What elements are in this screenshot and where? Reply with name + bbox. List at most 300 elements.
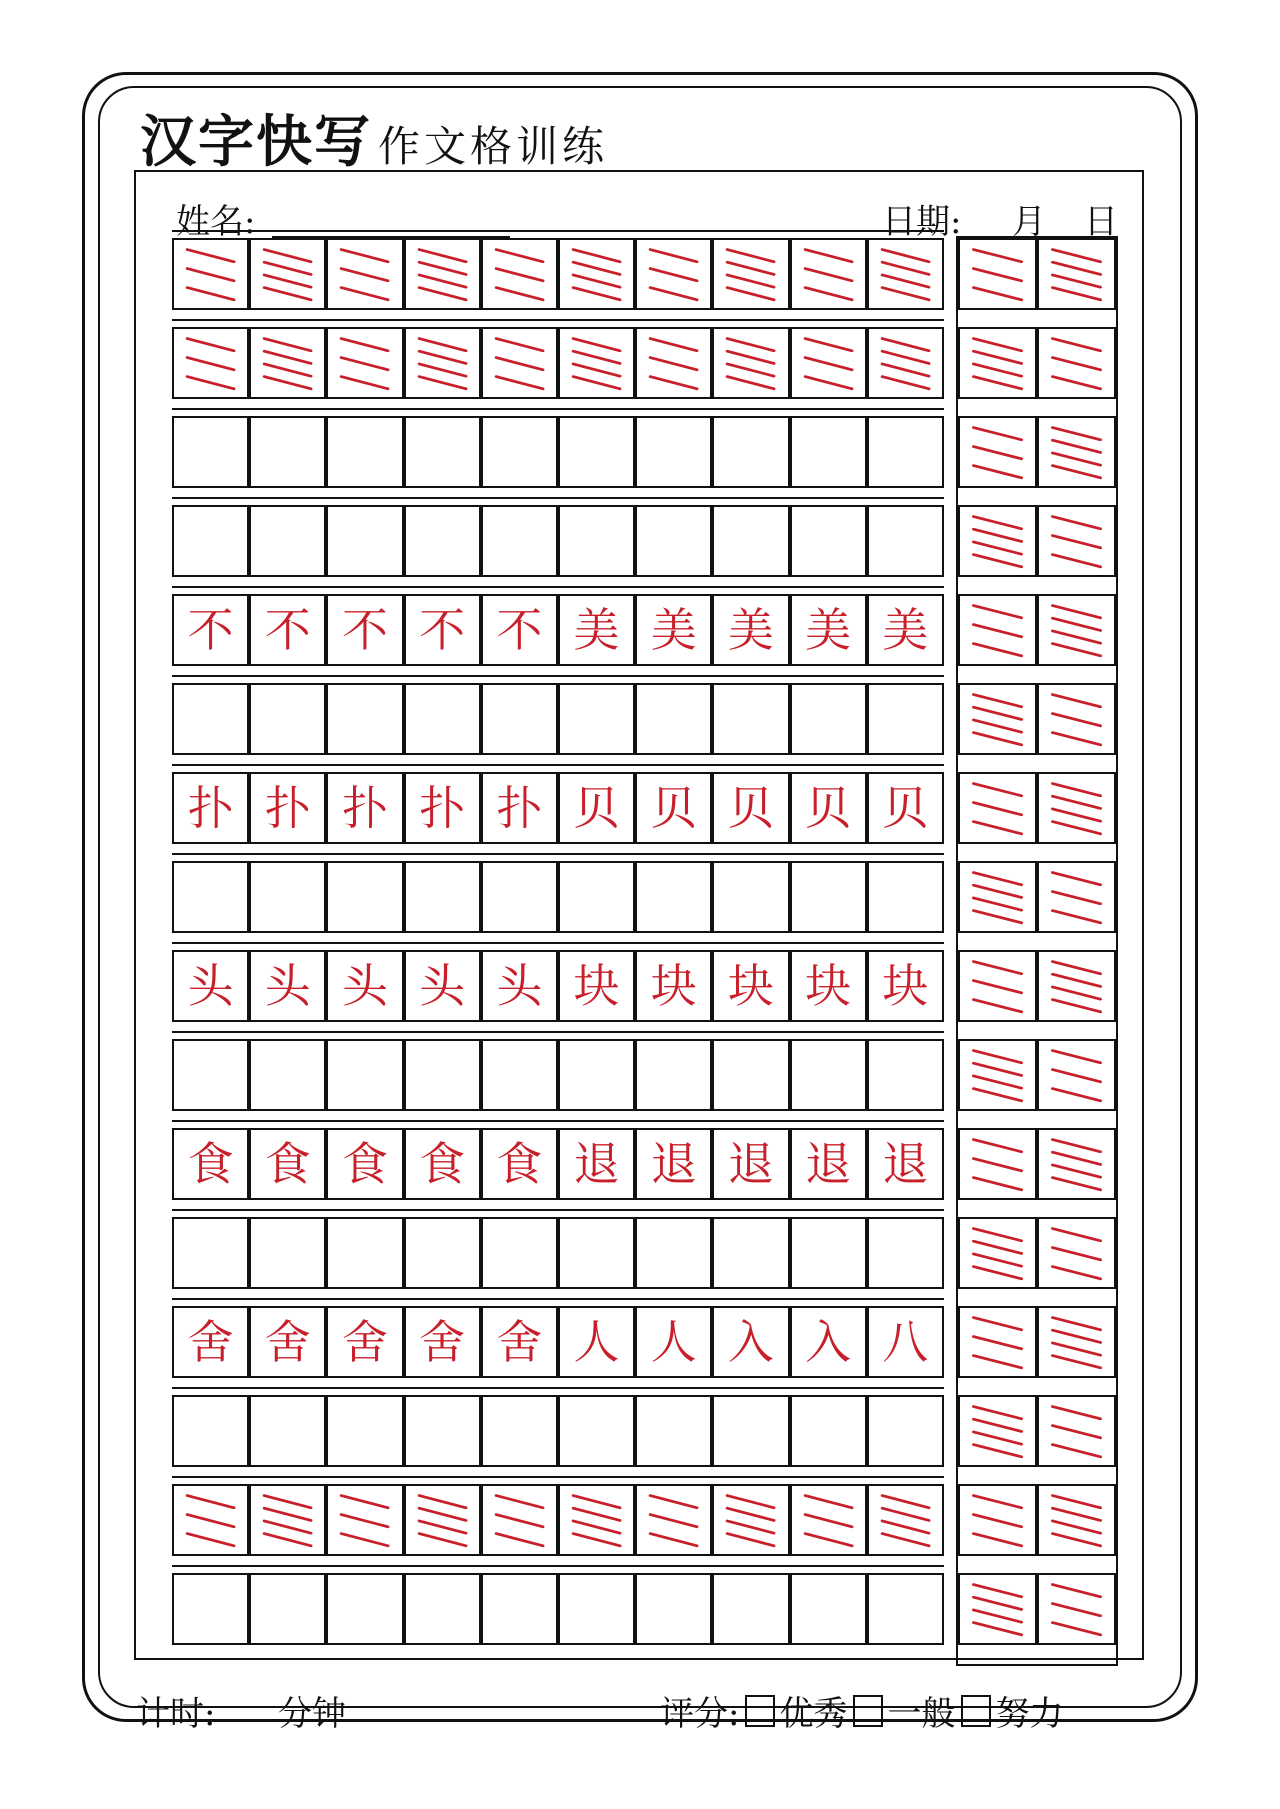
grid-cell[interactable] xyxy=(326,1128,403,1200)
grid-cell[interactable] xyxy=(867,416,944,488)
grid-cell[interactable] xyxy=(326,1395,403,1467)
grid-cell[interactable] xyxy=(867,683,944,755)
grid-cell[interactable] xyxy=(790,238,867,310)
practice-character: 美 xyxy=(882,603,929,657)
practice-character: 舍 xyxy=(341,1315,388,1369)
grid-cell[interactable] xyxy=(712,950,789,1022)
side-grid-cell[interactable] xyxy=(1037,594,1116,666)
grid-cell[interactable] xyxy=(790,950,867,1022)
side-grid-cell[interactable] xyxy=(958,1484,1037,1556)
grid-cell[interactable] xyxy=(867,772,944,844)
side-grid-cell[interactable] xyxy=(1037,1217,1116,1289)
stroke-practice-marks xyxy=(1039,1397,1114,1465)
grid-cell[interactable] xyxy=(867,1395,944,1467)
side-grid-row xyxy=(958,772,1116,844)
grid-cell[interactable] xyxy=(172,772,249,844)
grid-cell[interactable] xyxy=(867,1039,944,1111)
grid-cell[interactable] xyxy=(867,861,944,933)
grid-cell[interactable] xyxy=(712,594,789,666)
grid-cell[interactable] xyxy=(635,1573,712,1645)
grid-cell[interactable] xyxy=(867,1128,944,1200)
side-grid-row xyxy=(958,1484,1116,1556)
grid-cell[interactable] xyxy=(635,683,712,755)
grid-cell[interactable] xyxy=(404,1128,481,1200)
practice-character: 食 xyxy=(264,1137,311,1191)
grid-cell[interactable] xyxy=(790,1395,867,1467)
side-grid-row xyxy=(958,683,1116,755)
grid-cell[interactable] xyxy=(172,327,249,399)
grid-cell[interactable] xyxy=(481,1306,558,1378)
grid-cell[interactable] xyxy=(712,772,789,844)
grid-cell[interactable] xyxy=(326,861,403,933)
stroke-practice-marks xyxy=(1039,952,1114,1020)
side-grid-cell[interactable] xyxy=(958,1217,1037,1289)
grid-cell[interactable] xyxy=(558,1039,635,1111)
grid-cell[interactable] xyxy=(326,238,403,310)
practice-character: 入 xyxy=(727,1315,774,1369)
side-grid-cell[interactable] xyxy=(958,772,1037,844)
grid-cell[interactable] xyxy=(249,238,326,310)
stroke-practice-marks xyxy=(174,240,247,308)
practice-character: 块 xyxy=(573,959,620,1013)
grid-cell[interactable] xyxy=(712,1039,789,1111)
stroke-practice-marks xyxy=(1039,863,1114,931)
side-grid-cell[interactable] xyxy=(958,1039,1037,1111)
grid-cell[interactable] xyxy=(172,238,249,310)
grid-cell[interactable] xyxy=(558,238,635,310)
grid-cell[interactable] xyxy=(249,1573,326,1645)
stroke-practice-marks xyxy=(960,685,1035,753)
grid-cell[interactable] xyxy=(481,861,558,933)
grid-cell[interactable] xyxy=(635,1484,712,1556)
grid-cell[interactable] xyxy=(326,950,403,1022)
stroke-practice-marks xyxy=(1039,685,1114,753)
side-grid-cell[interactable] xyxy=(958,950,1037,1022)
practice-character: 块 xyxy=(727,959,774,1013)
grid-cell[interactable] xyxy=(481,1128,558,1200)
grid-cell[interactable] xyxy=(790,416,867,488)
grid-cell[interactable] xyxy=(249,594,326,666)
stroke-practice-marks xyxy=(406,329,479,397)
grid-cell[interactable] xyxy=(635,1128,712,1200)
grid-cell[interactable] xyxy=(790,772,867,844)
side-grid-cell[interactable] xyxy=(958,1395,1037,1467)
stroke-practice-marks xyxy=(251,240,324,308)
score-checkbox-average[interactable] xyxy=(853,1695,883,1727)
side-grid-cell[interactable] xyxy=(958,861,1037,933)
practice-character: 块 xyxy=(882,959,929,1013)
grid-cell[interactable] xyxy=(635,950,712,1022)
grid-cell[interactable] xyxy=(172,416,249,488)
grid-cell[interactable] xyxy=(558,1573,635,1645)
grid-cell[interactable] xyxy=(867,1306,944,1378)
grid-cell[interactable] xyxy=(790,594,867,666)
grid-cell[interactable] xyxy=(404,1395,481,1467)
grid-cell[interactable] xyxy=(404,416,481,488)
side-grid-row xyxy=(958,1217,1116,1289)
grid-cell[interactable] xyxy=(172,683,249,755)
grid-cell[interactable] xyxy=(481,1573,558,1645)
stroke-practice-marks xyxy=(1039,1130,1114,1198)
grid-cell[interactable] xyxy=(326,1573,403,1645)
practice-character: 扑 xyxy=(187,781,234,835)
grid-cell[interactable] xyxy=(558,594,635,666)
grid-cell[interactable] xyxy=(172,1217,249,1289)
grid-cell[interactable] xyxy=(712,1306,789,1378)
grid-cell[interactable] xyxy=(635,1039,712,1111)
grid-cell[interactable] xyxy=(558,416,635,488)
grid-cell[interactable] xyxy=(404,1039,481,1111)
side-grid-cell[interactable] xyxy=(958,683,1037,755)
grid-cell[interactable] xyxy=(790,505,867,577)
grid-cell[interactable] xyxy=(249,1395,326,1467)
side-grid-cell[interactable] xyxy=(1037,1484,1116,1556)
grid-cell[interactable] xyxy=(172,505,249,577)
side-grid-cell[interactable] xyxy=(1037,1306,1116,1378)
grid-cell[interactable] xyxy=(404,861,481,933)
grid-cell[interactable] xyxy=(249,1484,326,1556)
practice-character: 食 xyxy=(341,1137,388,1191)
grid-cell[interactable] xyxy=(326,772,403,844)
side-grid-cell[interactable] xyxy=(958,416,1037,488)
stroke-practice-marks xyxy=(792,1486,865,1554)
grid-cell[interactable] xyxy=(558,772,635,844)
grid-cell[interactable] xyxy=(867,950,944,1022)
side-grid-cell[interactable] xyxy=(958,1573,1037,1645)
grid-cell[interactable] xyxy=(481,594,558,666)
side-grid-cell[interactable] xyxy=(958,327,1037,399)
stroke-practice-marks xyxy=(960,1486,1035,1554)
practice-character: 美 xyxy=(805,603,852,657)
side-grid-cell[interactable] xyxy=(958,505,1037,577)
stroke-practice-marks xyxy=(960,507,1035,575)
grid-cell[interactable] xyxy=(558,861,635,933)
grid-cell[interactable] xyxy=(326,327,403,399)
score-option-average: 一般 xyxy=(887,1694,956,1734)
grid-row xyxy=(172,683,944,755)
stroke-practice-marks xyxy=(960,1041,1035,1109)
grid-cell[interactable] xyxy=(790,1484,867,1556)
grid-cell[interactable] xyxy=(326,683,403,755)
grid-cell[interactable] xyxy=(404,238,481,310)
grid-cell[interactable] xyxy=(249,1306,326,1378)
row-guide-line xyxy=(172,1298,944,1300)
grid-cell[interactable] xyxy=(712,1573,789,1645)
grid-cell[interactable] xyxy=(867,327,944,399)
grid-cell[interactable] xyxy=(249,1128,326,1200)
grid-cell[interactable] xyxy=(481,683,558,755)
stroke-practice-marks xyxy=(1039,1575,1114,1643)
practice-character: 头 xyxy=(264,959,311,1013)
grid-cell[interactable] xyxy=(249,327,326,399)
practice-character: 扑 xyxy=(264,781,311,835)
grid-cell[interactable] xyxy=(712,327,789,399)
grid-cell[interactable] xyxy=(635,772,712,844)
row-guide-line xyxy=(172,942,944,944)
grid-cell[interactable] xyxy=(326,1484,403,1556)
grid-cell[interactable] xyxy=(635,594,712,666)
side-grid-row xyxy=(958,594,1116,666)
grid-cell[interactable] xyxy=(404,683,481,755)
stroke-practice-marks xyxy=(714,1486,787,1554)
stroke-practice-marks xyxy=(637,1486,710,1554)
practice-character: 舍 xyxy=(187,1315,234,1369)
page-title xyxy=(140,98,608,178)
side-grid-cell[interactable] xyxy=(958,594,1037,666)
grid-cell[interactable] xyxy=(326,594,403,666)
grid-cell[interactable] xyxy=(404,1306,481,1378)
grid-cell[interactable] xyxy=(635,238,712,310)
grid-cell[interactable] xyxy=(481,416,558,488)
stroke-practice-marks xyxy=(960,1130,1035,1198)
side-grid-cell[interactable] xyxy=(958,1128,1037,1200)
stroke-practice-marks xyxy=(792,329,865,397)
grid-cell[interactable] xyxy=(867,1484,944,1556)
practice-character: 扑 xyxy=(419,781,466,835)
grid-cell[interactable] xyxy=(712,1484,789,1556)
grid-cell[interactable] xyxy=(326,1217,403,1289)
stroke-practice-marks xyxy=(792,240,865,308)
stroke-practice-marks xyxy=(1039,1308,1114,1376)
grid-cell[interactable] xyxy=(712,1128,789,1200)
grid-cell[interactable] xyxy=(404,1217,481,1289)
stroke-practice-marks xyxy=(960,1308,1035,1376)
name-label: 姓名: xyxy=(176,202,256,242)
grid-cell[interactable] xyxy=(635,1217,712,1289)
grid-cell[interactable] xyxy=(481,1217,558,1289)
grid-cell[interactable] xyxy=(481,1395,558,1467)
practice-character: 食 xyxy=(187,1137,234,1191)
grid-cell[interactable] xyxy=(249,416,326,488)
side-grid-cell[interactable] xyxy=(1037,327,1116,399)
grid-cell[interactable] xyxy=(712,238,789,310)
stroke-practice-marks xyxy=(869,1486,942,1554)
practice-character: 头 xyxy=(419,959,466,1013)
grid-cell[interactable] xyxy=(249,772,326,844)
grid-cell[interactable] xyxy=(635,861,712,933)
score-checkbox-effort[interactable] xyxy=(961,1695,991,1727)
stroke-practice-marks xyxy=(960,240,1035,308)
grid-cell[interactable] xyxy=(172,861,249,933)
row-guide-line xyxy=(172,497,944,499)
grid-cell[interactable] xyxy=(790,1128,867,1200)
practice-character: 块 xyxy=(805,959,852,1013)
row-guide-line xyxy=(172,1120,944,1122)
row-guide-line xyxy=(172,1031,944,1033)
side-grid-row xyxy=(958,950,1116,1022)
grid-cell[interactable] xyxy=(172,1573,249,1645)
stroke-practice-marks xyxy=(560,240,633,308)
grid-cell[interactable] xyxy=(326,1306,403,1378)
grid-cell[interactable] xyxy=(481,505,558,577)
grid-cell[interactable] xyxy=(867,238,944,310)
grid-cell[interactable] xyxy=(404,772,481,844)
practice-character: 舍 xyxy=(264,1315,311,1369)
grid-cell[interactable] xyxy=(558,327,635,399)
practice-character: 扑 xyxy=(341,781,388,835)
side-grid-row xyxy=(958,861,1116,933)
practice-character: 头 xyxy=(341,959,388,1013)
grid-cell[interactable] xyxy=(326,1039,403,1111)
stroke-practice-marks xyxy=(174,1486,247,1554)
score-option-excellent: 优秀 xyxy=(779,1694,848,1734)
stroke-practice-marks xyxy=(960,596,1035,664)
grid-cell[interactable] xyxy=(249,1039,326,1111)
practice-character: 退 xyxy=(882,1137,929,1191)
grid-cell[interactable] xyxy=(481,1484,558,1556)
grid-cell[interactable] xyxy=(172,1484,249,1556)
grid-cell[interactable] xyxy=(712,861,789,933)
side-grid-cell[interactable] xyxy=(1037,683,1116,755)
timer-label: 计时: xyxy=(136,1694,216,1734)
grid-cell[interactable] xyxy=(635,1306,712,1378)
grid-cell[interactable] xyxy=(635,1395,712,1467)
grid-cell[interactable] xyxy=(404,1573,481,1645)
grid-cell[interactable] xyxy=(790,1039,867,1111)
stroke-practice-marks xyxy=(560,1486,633,1554)
grid-cell[interactable] xyxy=(249,1217,326,1289)
grid-cell[interactable] xyxy=(481,238,558,310)
side-grid-cell[interactable] xyxy=(1037,1039,1116,1111)
grid-cell[interactable] xyxy=(867,1573,944,1645)
grid-cell[interactable] xyxy=(249,505,326,577)
side-grid-cell[interactable] xyxy=(958,1306,1037,1378)
side-grid-cell[interactable] xyxy=(1037,861,1116,933)
stroke-practice-marks xyxy=(637,329,710,397)
grid-cell[interactable] xyxy=(172,1128,249,1200)
practice-character: 头 xyxy=(496,959,543,1013)
side-grid-cell[interactable] xyxy=(1037,238,1116,310)
grid-row xyxy=(172,505,944,577)
side-grid-cell[interactable] xyxy=(1037,950,1116,1022)
stroke-practice-marks xyxy=(1039,507,1114,575)
grid-cell[interactable] xyxy=(249,950,326,1022)
grid-cell[interactable] xyxy=(867,594,944,666)
side-grid-row xyxy=(958,1306,1116,1378)
score-checkbox-excellent[interactable] xyxy=(745,1695,775,1727)
grid-cell[interactable] xyxy=(712,1217,789,1289)
practice-character: 贝 xyxy=(727,781,774,835)
side-grid-cell[interactable] xyxy=(1037,505,1116,577)
grid-cell[interactable] xyxy=(172,594,249,666)
grid-cell[interactable] xyxy=(249,861,326,933)
side-grid-cell[interactable] xyxy=(1037,1395,1116,1467)
grid-cell[interactable] xyxy=(867,1217,944,1289)
grid-cell[interactable] xyxy=(326,416,403,488)
practice-character: 美 xyxy=(650,603,697,657)
grid-cell[interactable] xyxy=(558,1395,635,1467)
row-guide-line xyxy=(172,230,944,232)
grid-cell[interactable] xyxy=(712,416,789,488)
stroke-practice-marks xyxy=(1039,329,1114,397)
grid-cell[interactable] xyxy=(172,1306,249,1378)
month-label: 月 xyxy=(1012,202,1046,242)
grid-cell[interactable] xyxy=(790,327,867,399)
row-guide-line xyxy=(172,764,944,766)
stroke-practice-marks xyxy=(960,952,1035,1020)
practice-character: 贝 xyxy=(805,781,852,835)
grid-cell[interactable] xyxy=(558,950,635,1022)
grid-cell[interactable] xyxy=(790,1217,867,1289)
grid-cell[interactable] xyxy=(790,683,867,755)
stroke-practice-marks xyxy=(1039,774,1114,842)
grid-cell[interactable] xyxy=(481,950,558,1022)
practice-character: 退 xyxy=(573,1137,620,1191)
row-guide-line xyxy=(172,408,944,410)
grid-cell[interactable] xyxy=(790,861,867,933)
grid-cell[interactable] xyxy=(481,1039,558,1111)
practice-character: 扑 xyxy=(496,781,543,835)
practice-character: 退 xyxy=(727,1137,774,1191)
grid-cell[interactable] xyxy=(172,1039,249,1111)
grid-cell[interactable] xyxy=(558,505,635,577)
minutes-label: 分钟 xyxy=(278,1694,346,1734)
stroke-practice-marks xyxy=(251,329,324,397)
grid-cell[interactable] xyxy=(404,950,481,1022)
grid-cell[interactable] xyxy=(790,1306,867,1378)
row-guide-line xyxy=(172,1209,944,1211)
side-grid-cell[interactable] xyxy=(958,238,1037,310)
stroke-practice-marks xyxy=(483,329,556,397)
grid-cell[interactable] xyxy=(404,327,481,399)
side-grid-cell[interactable] xyxy=(1037,1128,1116,1200)
grid-cell[interactable] xyxy=(712,505,789,577)
side-grid-cell[interactable] xyxy=(1037,772,1116,844)
practice-character: 舍 xyxy=(496,1315,543,1369)
grid-cell[interactable] xyxy=(404,594,481,666)
stroke-practice-marks xyxy=(960,1575,1035,1643)
row-guide-line xyxy=(172,319,944,321)
side-grid-cell[interactable] xyxy=(1037,416,1116,488)
main-writing-grid xyxy=(172,238,944,1670)
grid-cell[interactable] xyxy=(172,950,249,1022)
practice-character: 不 xyxy=(187,603,234,657)
grid-cell[interactable] xyxy=(712,1395,789,1467)
grid-cell[interactable] xyxy=(404,505,481,577)
grid-cell[interactable] xyxy=(712,683,789,755)
row-guide-line xyxy=(172,853,944,855)
practice-character: 八 xyxy=(882,1315,929,1369)
date-label: 日期: xyxy=(882,202,962,242)
side-grid-row xyxy=(958,1395,1116,1467)
grid-cell[interactable] xyxy=(481,327,558,399)
grid-cell[interactable] xyxy=(558,1484,635,1556)
stroke-practice-marks xyxy=(869,329,942,397)
grid-cell[interactable] xyxy=(481,772,558,844)
practice-character: 不 xyxy=(496,603,543,657)
grid-cell[interactable] xyxy=(635,327,712,399)
grid-cell[interactable] xyxy=(558,1217,635,1289)
grid-row xyxy=(172,594,944,666)
grid-cell[interactable] xyxy=(558,1128,635,1200)
grid-cell[interactable] xyxy=(558,1306,635,1378)
grid-cell[interactable] xyxy=(404,1484,481,1556)
grid-cell[interactable] xyxy=(867,505,944,577)
side-grid-row xyxy=(958,1128,1116,1200)
grid-cell[interactable] xyxy=(635,416,712,488)
grid-row xyxy=(172,327,944,399)
grid-cell[interactable] xyxy=(558,683,635,755)
practice-character: 美 xyxy=(727,603,774,657)
side-grid-cell[interactable] xyxy=(1037,1573,1116,1645)
grid-cell[interactable] xyxy=(172,1395,249,1467)
practice-character: 人 xyxy=(650,1315,697,1369)
stroke-practice-marks xyxy=(328,240,401,308)
grid-cell[interactable] xyxy=(790,1573,867,1645)
grid-cell[interactable] xyxy=(326,505,403,577)
grid-cell[interactable] xyxy=(249,683,326,755)
grid-cell[interactable] xyxy=(635,505,712,577)
